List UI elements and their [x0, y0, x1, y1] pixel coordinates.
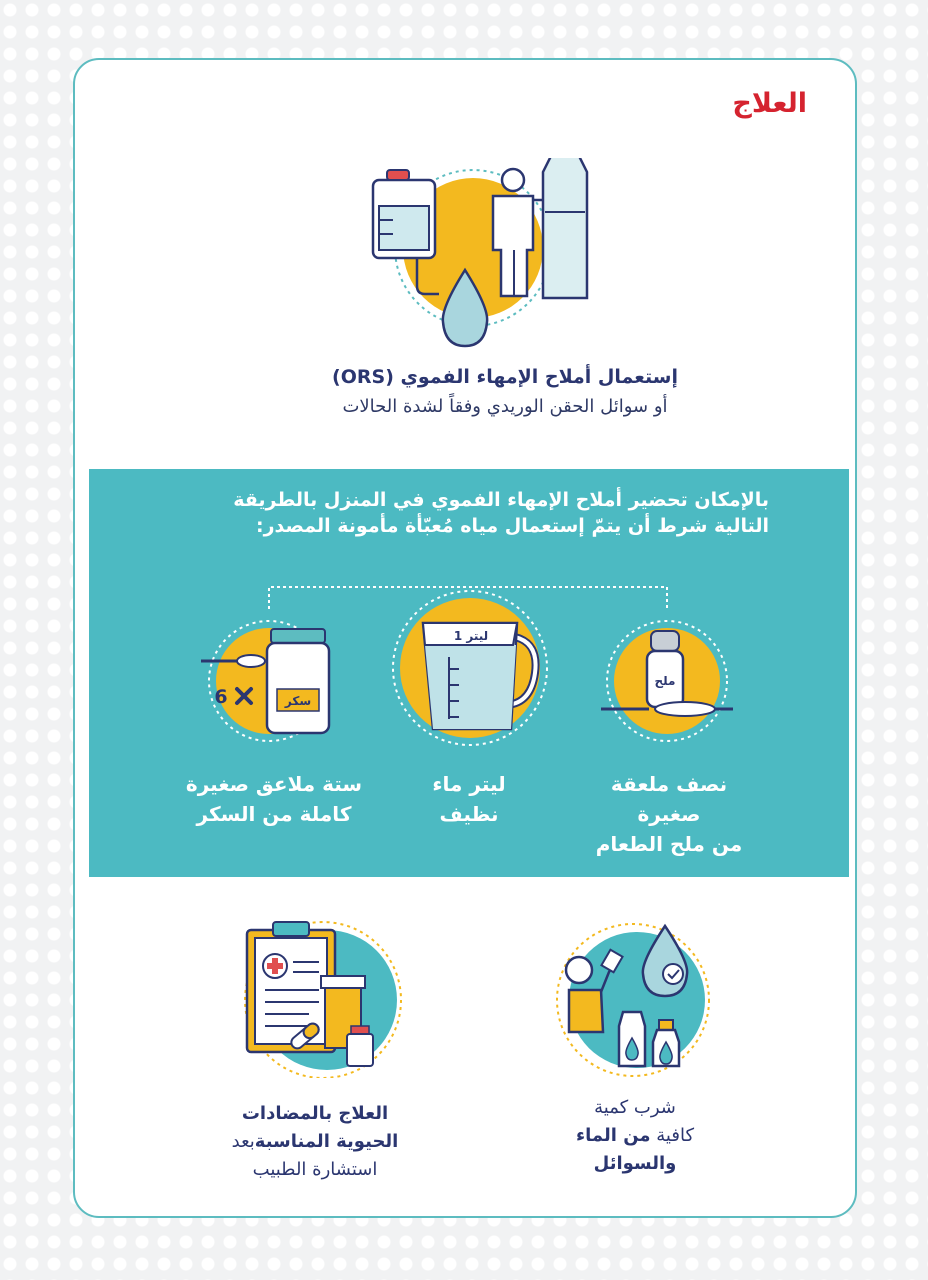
step-sugar-line-2: كاملة من السكر — [196, 802, 352, 826]
drink-line-2-bold: من الماء — [575, 1125, 651, 1146]
ors-subtext: أو سوائل الحقن الوريدي وفقاً لشدة الحالات — [342, 396, 668, 417]
multiplier-label: 6 — [214, 686, 228, 708]
step-water-label — [389, 769, 549, 829]
step-salt-label — [569, 769, 769, 859]
drink-line-2-rest: كافية — [650, 1125, 695, 1146]
drinking-illustration — [545, 912, 720, 1077]
home-preparation-section — [89, 469, 849, 877]
antibiotics-illustration — [235, 918, 410, 1078]
step-salt-line-2: صغيرة — [637, 802, 701, 826]
antibiotics-line-2-bold: الحيوية المناسبة — [254, 1131, 399, 1152]
step-sugar-label — [159, 769, 389, 829]
antibiotics-line-2 — [185, 1128, 445, 1156]
antibiotics-line-1: العلاج بالمضادات — [241, 1103, 389, 1124]
home-preparation-intro — [129, 487, 769, 539]
drink-text — [535, 1094, 735, 1178]
ors-heading: إستعمال أملاح الإمهاء الفموي (ORS) — [332, 366, 678, 388]
antibiotics-text — [185, 1100, 445, 1184]
water-bottle-icon — [543, 158, 587, 298]
intro-line-1: بالإمكان تحضير أملاح الإمهاء الفموي في المنزل بالطريقة — [233, 489, 769, 511]
sugar-jar-label: سكر — [284, 694, 312, 708]
salt-shaker-illustration — [599, 617, 739, 747]
antibiotics-line-3: استشارة الطبيب — [252, 1159, 378, 1180]
jug-volume-label: 1 ليتر — [453, 629, 489, 643]
antibiotics-line-2-rest: بعد — [231, 1131, 255, 1152]
drink-line-1: شرب كمية — [594, 1097, 676, 1118]
page-title: العلاج — [732, 88, 807, 119]
intro-line-2: التالية شرط أن يتمّ إستعمال مياه مُعبّأة مأمونة المصدر: — [256, 515, 769, 537]
treatment-card — [73, 58, 857, 1218]
rehydration-illustration — [365, 158, 605, 363]
step-salt-line-3: من ملح الطعام — [595, 832, 743, 856]
sugar-jar-illustration — [199, 617, 339, 747]
step-water-line-2: نظيف — [439, 802, 499, 826]
drink-line-2 — [535, 1122, 735, 1150]
salt-shaker-label: ملح — [654, 674, 676, 688]
step-sugar-line-1: ستة ملاعق صغيرة — [185, 772, 363, 796]
step-salt-line-1: نصف ملعقة — [610, 772, 728, 796]
step-water-line-1: ليتر ماء — [432, 772, 506, 796]
salt-shaker-icon — [647, 631, 683, 707]
sugar-jar-icon — [267, 629, 329, 733]
drink-line-3: والسوائل — [593, 1153, 677, 1174]
vial-icon — [347, 1026, 373, 1066]
measuring-jug-illustration — [389, 587, 551, 749]
